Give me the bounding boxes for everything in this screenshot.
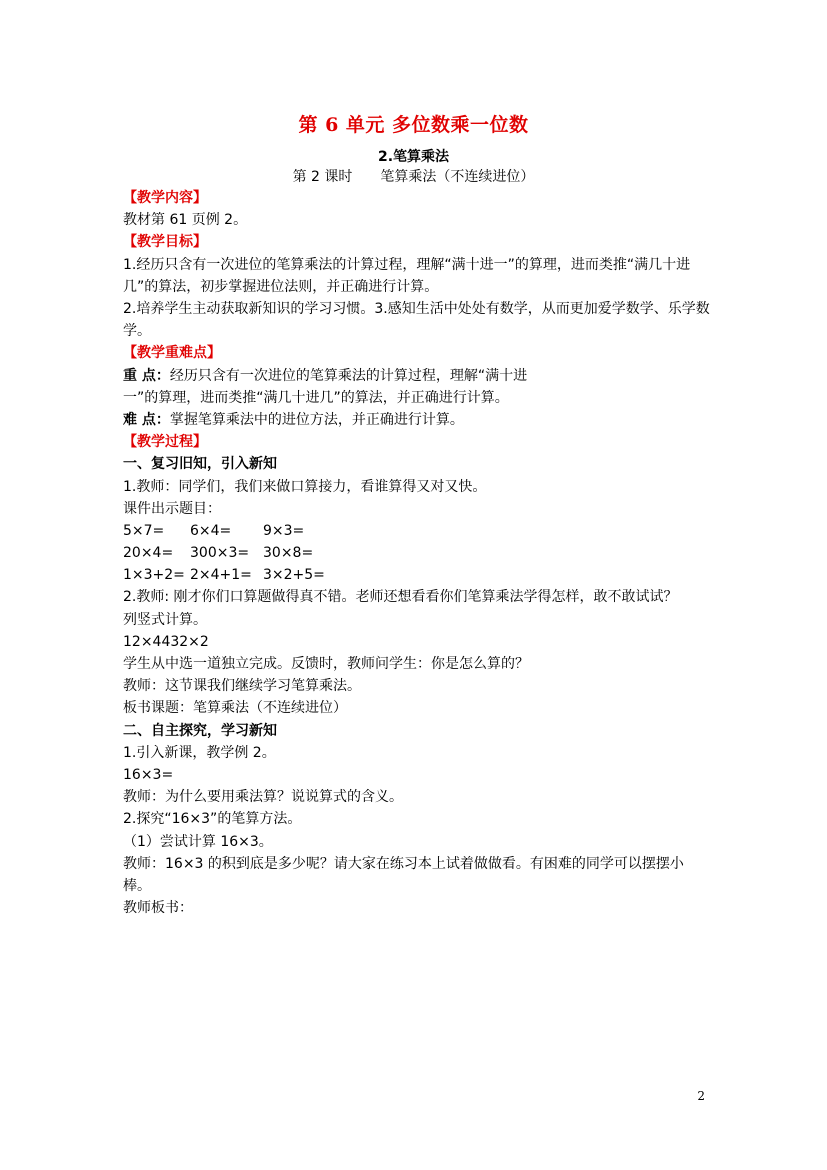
paragraph: 学生从中选一道独立完成。反馈时，教师问学生：你是怎么算的？ [123,656,529,672]
difficulty-text: 掌握笔算乘法中的进位方法，并正确进行计算。 [169,411,464,428]
paragraph: 课件出示题目： [123,500,221,517]
oral-row-1 [123,520,713,542]
difficulty-line [123,409,713,431]
paragraph: 教师：这节课我们继续学习笔算乘法。 [123,678,361,695]
paragraph: 教师：16×3 的积到底是多少呢？请大家在练习本上试着做做看。有困难的同学可以摆摆小 [123,855,684,872]
oral-item: 5×7= [123,522,165,539]
paragraph: 2.探究“16×3”的笔算方法。 [123,811,302,828]
lesson-line [0,166,827,186]
oral-item: 1×3+2= [123,567,185,584]
paragraph: 16×3= [123,766,174,783]
paragraph: 教师：为什么要用乘法算？说说算式的含义。 [123,789,403,806]
section-heading-keypoints: 【教学重难点】 [123,345,221,362]
oral-item: 9×3= [263,522,305,539]
part-2-heading: 二、自主探究，学习新知 [123,722,277,739]
key-text-1: 经历只含有一次进位的笔算乘法的计算过程，理解“满十进 [169,367,528,384]
page-title: 第 6 单元 多位数乘一位数 [298,114,529,136]
oral-row-3 [123,564,713,586]
document-body [123,187,713,919]
key-point-line-1 [123,365,713,387]
section-heading-process: 【教学过程】 [123,434,207,451]
oral-item: 300×3= [190,545,250,562]
section-heading-goals: 【教学目标】 [123,234,207,251]
oral-item: 2×4+1= [190,567,252,584]
key-point-line-2: 一”的算理，进而类推“满几十进几”的算法，并正确进行计算。 [123,389,509,406]
part-1-heading: 一、复习旧知，引入新知 [123,456,277,473]
lesson-topic: 笔算乘法（不连续进位） [380,169,535,185]
key-label: 重 点： [123,367,170,384]
paragraph: 板书课题：笔算乘法（不连续进位） [123,700,347,717]
oral-item: 30×8= [263,545,314,562]
difficulty-label: 难 点： [123,411,170,428]
section-heading-content: 【教学内容】 [123,190,207,206]
paragraph: 1.引入新课，教学例 2。 [123,744,276,761]
lesson-period: 第 2 课时 [292,169,353,185]
paragraph: 2.教师: 刚才你们口算题做得真不错。老师还想看看你们笔算乘法学得怎样，敢不敢试试？ [123,589,678,606]
subtitle: 2.笔算乘法 [377,149,450,165]
oral-item: 20×4= [123,545,174,562]
goal-1: 1.经历只含有一次进位的笔算乘法的计算过程，理解“满十进一”的算理，进而类推“满几十进几”的算法，初步掌握进位法则，并正确进行计算。 [123,256,691,295]
page-number: 2 [697,1089,705,1103]
oral-item: 6×4= [190,522,232,539]
paragraph: 棒。 [123,877,151,894]
oral-item: 3×2+5= [263,567,325,584]
paragraph: 教师板书： [123,900,193,917]
paragraph: 列竖式计算。 [123,611,207,628]
paragraph: （1）尝试计算 16×3。 [123,833,273,850]
oral-row-2 [123,542,713,564]
paragraph: 12×4432×2 [123,633,209,650]
goal-2: 2.培养学生主动获取新知识的学习习惯。3.感知生活中处处有数学，从而更加爱学数学、乐学数学。 [123,300,710,340]
paragraph: 1.教师：同学们，我们来做口算接力，看谁算得又对又快。 [123,478,487,495]
content-text: 教材第 61 页例 2。 [123,212,248,229]
